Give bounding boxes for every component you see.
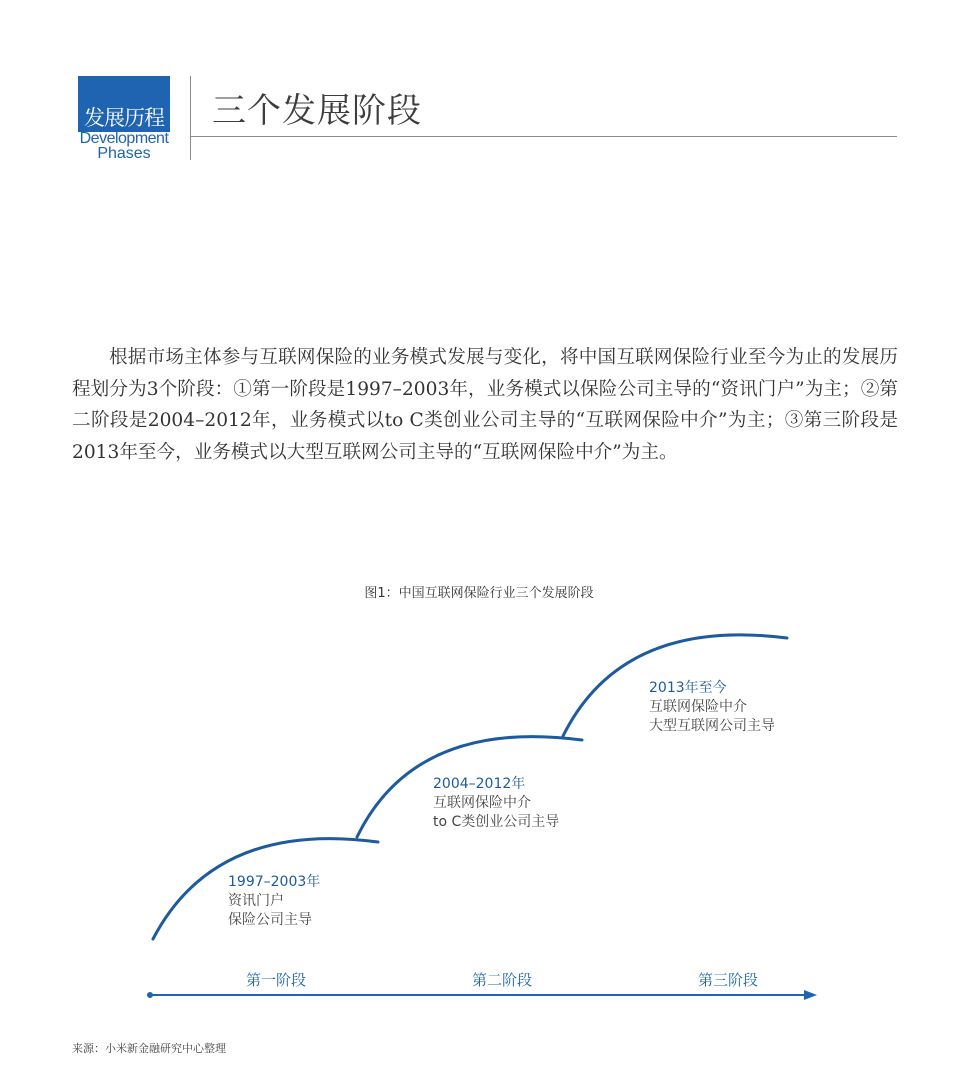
phase-3-leader: 大型互联网公司主导	[649, 718, 775, 734]
timeline-start-dot	[147, 992, 153, 998]
badge-title-cn: 发展历程	[84, 106, 164, 130]
badge-title-en-line1: Development	[79, 130, 169, 147]
page-title: 三个发展阶段	[212, 91, 422, 131]
stage-3-label: 第三阶段	[698, 971, 759, 989]
phase-1-model: 资讯门户	[228, 893, 284, 909]
phase-2-period: 2004–2012年	[433, 776, 526, 792]
timeline-arrowhead	[804, 990, 817, 1000]
phase-2-model: 互联网保险中介	[433, 795, 531, 811]
figure-caption: 图1：中国互联网保险行业三个发展阶段	[364, 586, 594, 601]
source-note: 来源：小米新金融研究中心整理	[72, 1042, 226, 1055]
phase-1-leader: 保险公司主导	[228, 912, 312, 928]
phase-1-label	[228, 873, 320, 930]
stage-2-label: 第二阶段	[472, 971, 533, 989]
stage-1-label: 第一阶段	[246, 971, 307, 989]
phase-3-label	[649, 679, 775, 736]
phase-2-leader: to C类创业公司主导	[433, 814, 560, 830]
phase-2-label	[433, 775, 559, 832]
phase-3-period: 2013年至今	[649, 680, 727, 696]
intro-text: 根据市场主体参与互联网保险的业务模式发展与变化，将中国互联网保险行业至今为止的发展历程划分为3个阶段：①第一阶段是1997–2003年，业务模式以保险公司主导的“资讯门户”为主；②第二阶段是2004–2012年，业务模式以to C类创业公司主导的“互联网保险中介”为主；③第三阶段是2013年至今，业务模式以大型互联网公司主导的“互联网保险中介”为主。	[72, 347, 898, 463]
badge-title-en-line2: Phases	[97, 145, 151, 162]
phase-1-period: 1997–2003年	[228, 874, 321, 890]
phase-3-model: 互联网保险中介	[649, 699, 747, 715]
